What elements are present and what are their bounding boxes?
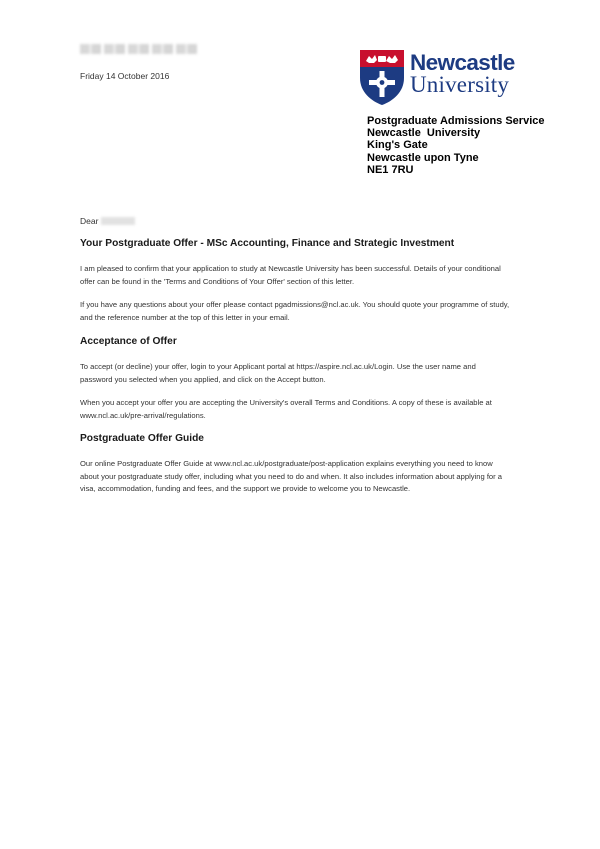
redacted-recipient-name — [101, 217, 135, 225]
address-line: Postgraduate Admissions Service — [367, 115, 545, 127]
address-line: NE1 7RU — [367, 163, 414, 176]
letter-date: Friday 14 October 2016 — [80, 71, 170, 81]
offer-paragraph-1: I am pleased to confirm that your application to study at Newcastle University has been successful. Details of your conditional offer can be found in the 'Terms and Conditions of Your Offer' section of this letter. — [80, 264, 501, 286]
guide-paragraph-1: Our online Postgraduate Offer Guide at www.ncl.ac.uk/postgraduate/post-application explains everything you need to know about your postgraduate study offer, including what you need to do and when. It also includes information about applying for a visa, accommodation, funding and fees, and the support we provide to welcome you to Newcastle. — [80, 459, 503, 494]
guide-heading: Postgraduate Offer Guide — [80, 433, 204, 444]
university-logo — [358, 48, 526, 108]
logo-wordmark-university: University — [410, 72, 510, 97]
offer-heading: Your Postgraduate Offer - MSc Accounting, Finance and Strategic Investment — [80, 238, 455, 249]
sender-address — [367, 115, 545, 176]
address-line: Newcastle University — [367, 127, 481, 140]
university-crest-icon — [358, 48, 406, 106]
acceptance-paragraph-2: When you accept your offer you are accepting the University's overall Terms and Conditions. A copy of these is available at www.ncl.ac.uk/pre-arrival/regulations. — [80, 398, 492, 420]
address-line: Newcastle upon Tyne — [367, 151, 479, 164]
acceptance-heading: Acceptance of Offer — [80, 336, 177, 347]
offer-paragraph-2: If you have any questions about your offer please contact pgadmissions@ncl.ac.uk. You should quote your programme of study, and the reference number at the top of this letter in your email. — [80, 300, 510, 322]
logo-wordmark-newcastle: Newcastle — [410, 50, 515, 75]
address-line: King's Gate — [367, 139, 428, 152]
salutation — [80, 216, 135, 226]
redacted-reference-number — [80, 44, 200, 54]
acceptance-paragraph-1: To accept (or decline) your offer, login to your Applicant portal at https://aspire.ncl.ac.uk/Login. Use the user name and password you selected when you applied, and click on the Accept button. — [80, 362, 476, 384]
salutation-text: Dear — [80, 216, 99, 226]
